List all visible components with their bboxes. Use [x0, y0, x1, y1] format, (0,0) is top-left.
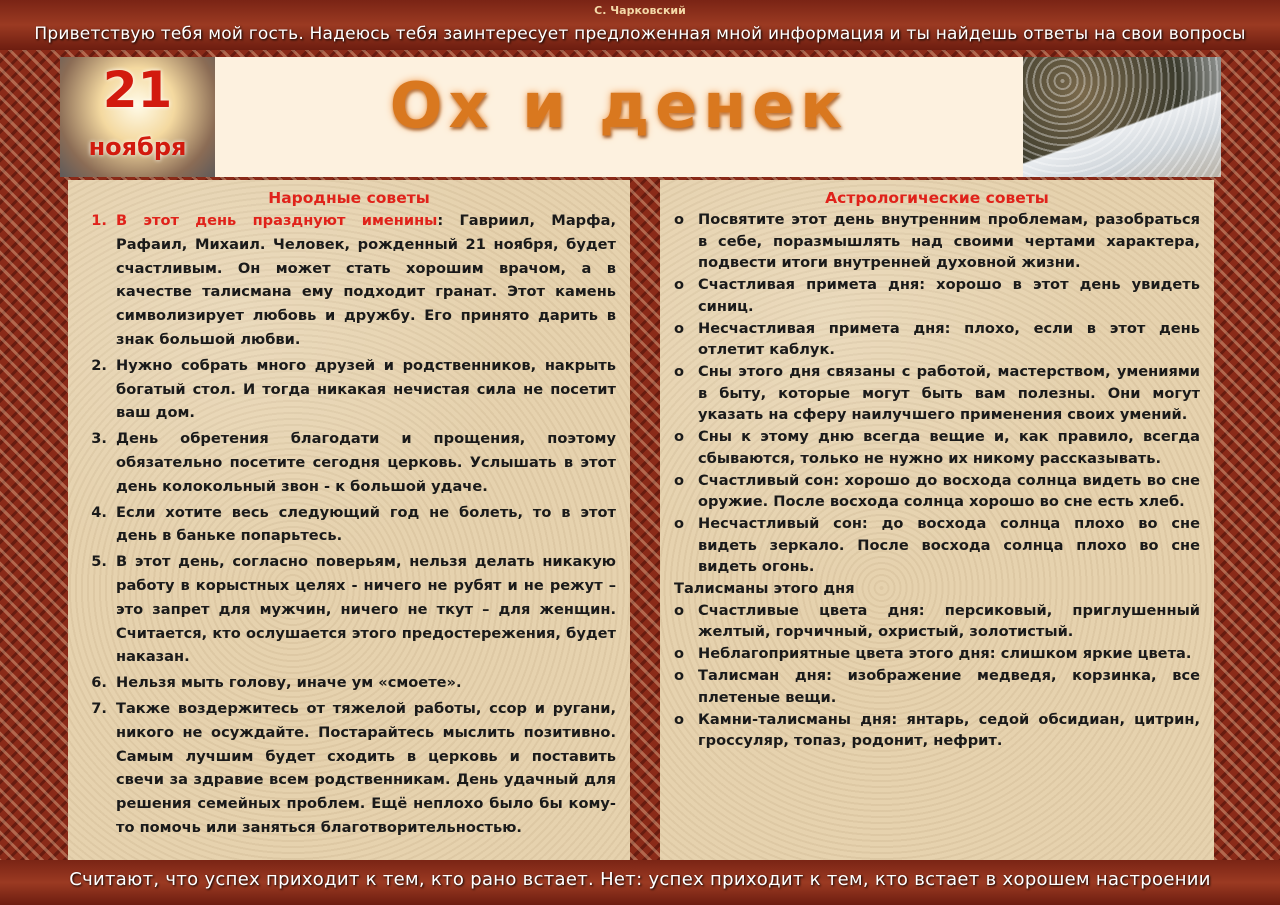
list-item-text: : Гавриил, Марфа, Рафаил, Михаил. Человек, рожденный 21 ноября, будет счастливым. Он может стать хорошим врачом, а в качестве талисмана ему подходит гранат. Этот камень символизирует любовь и дружбу. Его принято дарить в знак большой любви.	[116, 212, 617, 348]
folk-advice-panel	[68, 180, 630, 860]
top-banner	[0, 0, 1280, 50]
snow-texture	[1023, 57, 1221, 177]
folk-advice-list	[68, 209, 630, 840]
title-banner	[215, 57, 1023, 177]
list-item: 3. День обретения благодати и прощения, поэтому обязательно посетите сегодня церковь. Услышать в этот день колокольный звон - к большой удаче.	[112, 427, 616, 498]
talisman-list	[660, 600, 1214, 752]
list-item: o Счастливые цвета дня: персиковый, приглушенный желтый, горчичный, охристый, золотистый.	[698, 600, 1200, 643]
list-item: o Счастливая примета дня: хорошо в этот день увидеть синиц.	[698, 274, 1200, 317]
list-item: 4. Если хотите весь следующий год не болеть, то в этот день в баньке попарьтесь.	[112, 501, 616, 549]
list-item: 2. Нужно собрать много друзей и родственников, накрыть богатый стол. И тогда никакая нечистая сила не посетит ваш дом.	[112, 354, 616, 425]
date-badge	[60, 57, 215, 177]
list-item: o Несчастливая примета дня: плохо, если в этот день отлетит каблук.	[698, 318, 1200, 361]
list-item: 7. Также воздержитесь от тяжелой работы, ссор и ругани, никого не осуждайте. Постарайтесь мыслить позитивно. Самым лучшим будет сходить в церковь и поставить свечи за здравие всем родственникам. День удачный для решения семейных проблем. Ещё неплохо было бы кому-то помочь или заняться благотворительностью.	[112, 697, 616, 840]
author-signature: С. Чарковский	[594, 4, 686, 17]
list-item: o Сны этого дня связаны с работой, мастерством, умениями в быту, которые могут быть вам полезны. Они могут указать на сферу наилучшего применения своих умений.	[698, 361, 1200, 426]
list-item: o Сны к этому дню всегда вещие и, как правило, всегда сбываются, только не нужно их никому рассказывать.	[698, 426, 1200, 469]
list-item: o Неблагоприятные цвета этого дня: слишком яркие цвета.	[698, 643, 1200, 665]
folk-advice-title: Народные советы	[268, 189, 430, 207]
page-title: Ох и денек	[389, 69, 849, 142]
list-item: 6. Нельзя мыть голову, иначе ум «смоете».	[112, 671, 616, 695]
list-item: o Талисман дня: изображение медведя, корзинка, все плетеные вещи.	[698, 665, 1200, 708]
list-item: 5. В этот день, согласно поверьям, нельзя делать никакую работу в корыстных целях - ничего не рубят и не режут – это запрет для мужчин, ничего не ткут – для женщин. Считается, кто ослушается этого предостережения, будет наказан.	[112, 550, 616, 669]
list-item-highlight: В этот день празднуют именины	[116, 212, 438, 229]
list-item: o Камни-талисманы дня: янтарь, седой обсидиан, цитрин, гроссуляр, топаз, родонит, нефрит.	[698, 709, 1200, 752]
astro-advice-list	[660, 209, 1214, 578]
list-item: o Несчастливый сон: до восхода солнца плохо во сне видеть зеркало. После восхода солнца плохо во сне видеть огонь.	[698, 513, 1200, 578]
winter-forest-photo	[1023, 57, 1221, 177]
list-item	[112, 209, 616, 352]
greeting-text: Приветствую тебя мой гость. Надеюсь тебя заинтересует предложенная мной информация и ты найдешь ответы на свои вопросы	[34, 24, 1246, 44]
list-item: o Посвятите этот день внутренним проблемам, разобраться в себе, поразмышлять над своими чертами характера, подвести итоги внутренней духовной жизни.	[698, 209, 1200, 274]
footer-quote: Считают, что успех приходит к тем, кто рано встает. Нет: успех приходит к тем, кто встает в хорошем настроении	[69, 869, 1211, 890]
date-month: ноября	[88, 133, 187, 161]
astro-advice-title: Астрологические советы	[825, 189, 1049, 207]
bottom-banner	[0, 860, 1280, 905]
list-item: o Счастливый сон: хорошо до восхода солнца видеть во сне оружие. После восхода солнца хорошо во сне есть хлеб.	[698, 470, 1200, 513]
talisman-heading: Талисманы этого дня	[674, 580, 855, 597]
astro-advice-panel	[660, 180, 1214, 860]
date-day: 21	[102, 61, 173, 119]
